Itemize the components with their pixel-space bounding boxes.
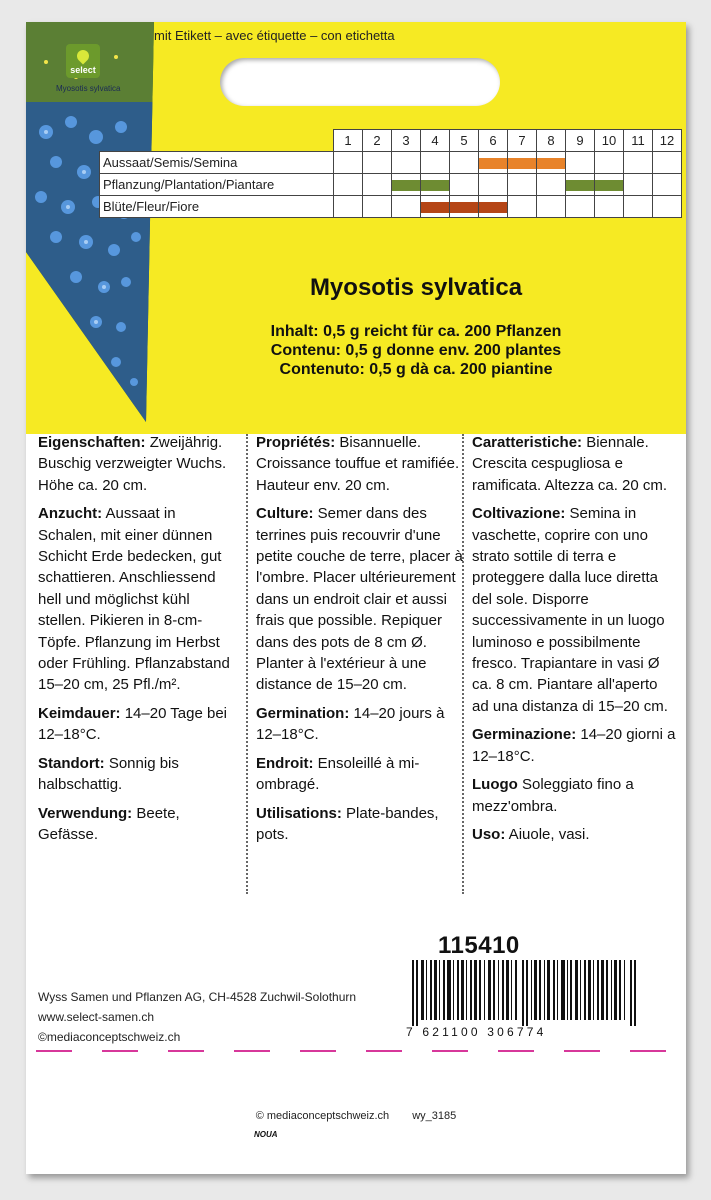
column-french [256, 432, 464, 852]
company-address: Wyss Samen und Pflanzen AG, CH-4528 Zuchwil-Solothurn [38, 990, 357, 1004]
article-number: 115410 [438, 932, 520, 959]
calendar-cell [450, 196, 479, 218]
calendar-bar [421, 180, 449, 191]
calendar-cell [334, 174, 363, 196]
month-cell: 8 [537, 130, 566, 152]
contents-block [26, 322, 686, 379]
company-website: www.select-samen.ch [38, 1010, 155, 1024]
logo-text: select [70, 65, 96, 75]
contents-fr: Contenu: 0,5 g donne env. 200 plantes [270, 342, 562, 359]
fr-cultivation: Culture: Semer dans des terrines puis recouvrir d'une petite couche de terre, placer à l'ombre. Placer ultérieurement dans un endroit clair et aussi frais que possible. Repiquer dans des pots de 8 cm Ø. Planter à l'extérieur à une distance de 15–20 cm. [256, 505, 463, 694]
de-properties: Eigenschaften: Zweijährig. Buschig verzweigter Wuchs. Höhe ca. 20 cm. [38, 434, 227, 494]
calendar-row-planting [100, 174, 682, 196]
month-cell: 10 [595, 130, 624, 152]
calendar-cell [450, 152, 479, 174]
footer-copyright: © mediaconceptschweiz.ch [255, 1110, 390, 1122]
column-divider [246, 434, 248, 894]
calendar-cell [537, 174, 566, 196]
label-notice: mit Etikett – avec étiquette – con etichetta [154, 28, 395, 43]
fr-location: Endroit: Ensoleillé à mi-ombragé. [256, 754, 420, 794]
calendar-cell [595, 152, 624, 174]
calendar-cell [508, 174, 537, 196]
calendar-cell [508, 152, 537, 174]
fr-germination: Germination: 14–20 jours à 12–18°C. [256, 704, 445, 744]
calendar-cell [363, 174, 392, 196]
contents-it: Contenuto: 0,5 g dà ca. 200 piantine [279, 361, 553, 378]
calendar-cell [566, 196, 595, 218]
month-cell: 6 [479, 130, 508, 152]
calendar-cell [392, 152, 421, 174]
month-cell: 9 [566, 130, 595, 152]
month-cell: 11 [624, 130, 653, 152]
calendar-row-flowering [100, 196, 682, 218]
calendar-cell [363, 196, 392, 218]
cut-line [26, 1050, 686, 1052]
calendar-bar [479, 202, 507, 213]
it-cultivation: Coltivazione: Semina in vaschette, coprire con uno strato sottile di terra e proteggere dalla luce diretta del sole. Disporre successivamente in un luogo luminoso e possibilmente fresco. Trapiantare in vasi Ø ca. 8 cm. Piantare all'aperto ad una distanza di 15–20 cm. [472, 505, 668, 715]
contents-de: Inhalt: 0,5 g reicht für ca. 200 Pflanzen [270, 323, 562, 340]
calendar-cell [334, 152, 363, 174]
de-germination: Keimdauer: 14–20 Tage bei 12–18°C. [38, 704, 228, 744]
calendar-bar [537, 158, 565, 169]
calendar-cell [421, 152, 450, 174]
month-cell: 7 [508, 130, 537, 152]
month-cell: 12 [653, 130, 682, 152]
it-use: Uso: Aiuole, vasi. [472, 825, 590, 843]
calendar-cell [595, 174, 624, 196]
de-cultivation: Anzucht: Aussaat in Schalen, mit einer dünnen Schicht Erde bedecken, gut schattieren. Anschliessend hell und möglichst kühl stellen. Pikieren in 8-cm-Töpfe. Pflanzung im Herbst oder Frühling. Pflanzabstand 15–20 cm, 25 Pfl./m². [38, 505, 230, 694]
column-german [38, 432, 238, 852]
it-location: Luogo Soleggiato fino a mezz'ombra. [472, 776, 634, 815]
calendar-cell [624, 152, 653, 174]
printer-logo: NOUA [254, 1130, 278, 1139]
barcode-digits: 7 621100 306774 [406, 1025, 547, 1039]
calendar-cell [334, 196, 363, 218]
de-location: Standort: Sonnig bis halbschattig. [38, 754, 179, 794]
calendar-row-label: Pflanzung/Plantation/Piantare [100, 174, 334, 196]
calendar-cell [653, 152, 682, 174]
calendar-row-label: Blüte/Fleur/Fiore [100, 196, 334, 218]
barcode-image [412, 960, 642, 1026]
calendar-bar [595, 180, 623, 191]
calendar-cell [392, 196, 421, 218]
sowing-calendar [99, 129, 682, 218]
it-properties: Caratteristiche: Biennale. Crescita cespugliosa e ramificata. Altezza ca. 20 cm. [472, 434, 668, 494]
calendar-cell [363, 152, 392, 174]
calendar-cell [479, 196, 508, 218]
column-divider [462, 434, 464, 894]
seed-packet-back [26, 22, 686, 1174]
calendar-cell [537, 196, 566, 218]
calendar-cell [479, 152, 508, 174]
photo-species-label: Myosotis sylvatica [56, 84, 121, 93]
column-italian [472, 432, 677, 852]
header-band [26, 22, 686, 434]
calendar-cell [537, 152, 566, 174]
de-use: Verwendung: Beete, Gefässe. [38, 804, 180, 843]
it-germination: Germinazione: 14–20 giorni a 12–18°C. [472, 726, 676, 765]
product-title: Myosotis sylvatica [309, 274, 523, 301]
calendar-cell [479, 174, 508, 196]
month-cell: 1 [334, 130, 363, 152]
calendar-cell [421, 196, 450, 218]
calendar-bar [479, 158, 507, 169]
calendar-row-label: Aussaat/Semis/Semina [100, 152, 334, 174]
calendar-bar [508, 158, 536, 169]
month-cell: 4 [421, 130, 450, 152]
month-cell: 2 [363, 130, 392, 152]
calendar-cell [566, 174, 595, 196]
month-cell: 5 [450, 130, 479, 152]
footer-code: wy_3185 [412, 1110, 457, 1122]
calendar-cell [566, 152, 595, 174]
footer [26, 1110, 686, 1122]
calendar-bar [566, 180, 594, 191]
fr-use: Utilisations: Plate-bandes, pots. [256, 804, 439, 843]
calendar-bar [421, 202, 449, 213]
calendar-cell [450, 174, 479, 196]
calendar-cell [624, 174, 653, 196]
calendar-cell [392, 174, 421, 196]
calendar-cell [653, 174, 682, 196]
calendar-bar [450, 202, 478, 213]
hanging-hole [220, 58, 500, 106]
company-copyright: ©mediaconceptschweiz.ch [38, 1030, 181, 1044]
calendar-cell [508, 196, 537, 218]
fr-properties: Propriétés: Bisannuelle. Croissance touffue et ramifiée. Hauteur env. 20 cm. [256, 434, 460, 494]
calendar-month-row [100, 130, 682, 152]
month-cell: 3 [392, 130, 421, 152]
select-logo [66, 44, 100, 78]
company-info [38, 987, 356, 1047]
calendar-cell [421, 174, 450, 196]
calendar-row-sowing [100, 152, 682, 174]
calendar-cell [595, 196, 624, 218]
calendar-bar [392, 180, 420, 191]
calendar-cell [624, 196, 653, 218]
calendar-cell [653, 196, 682, 218]
